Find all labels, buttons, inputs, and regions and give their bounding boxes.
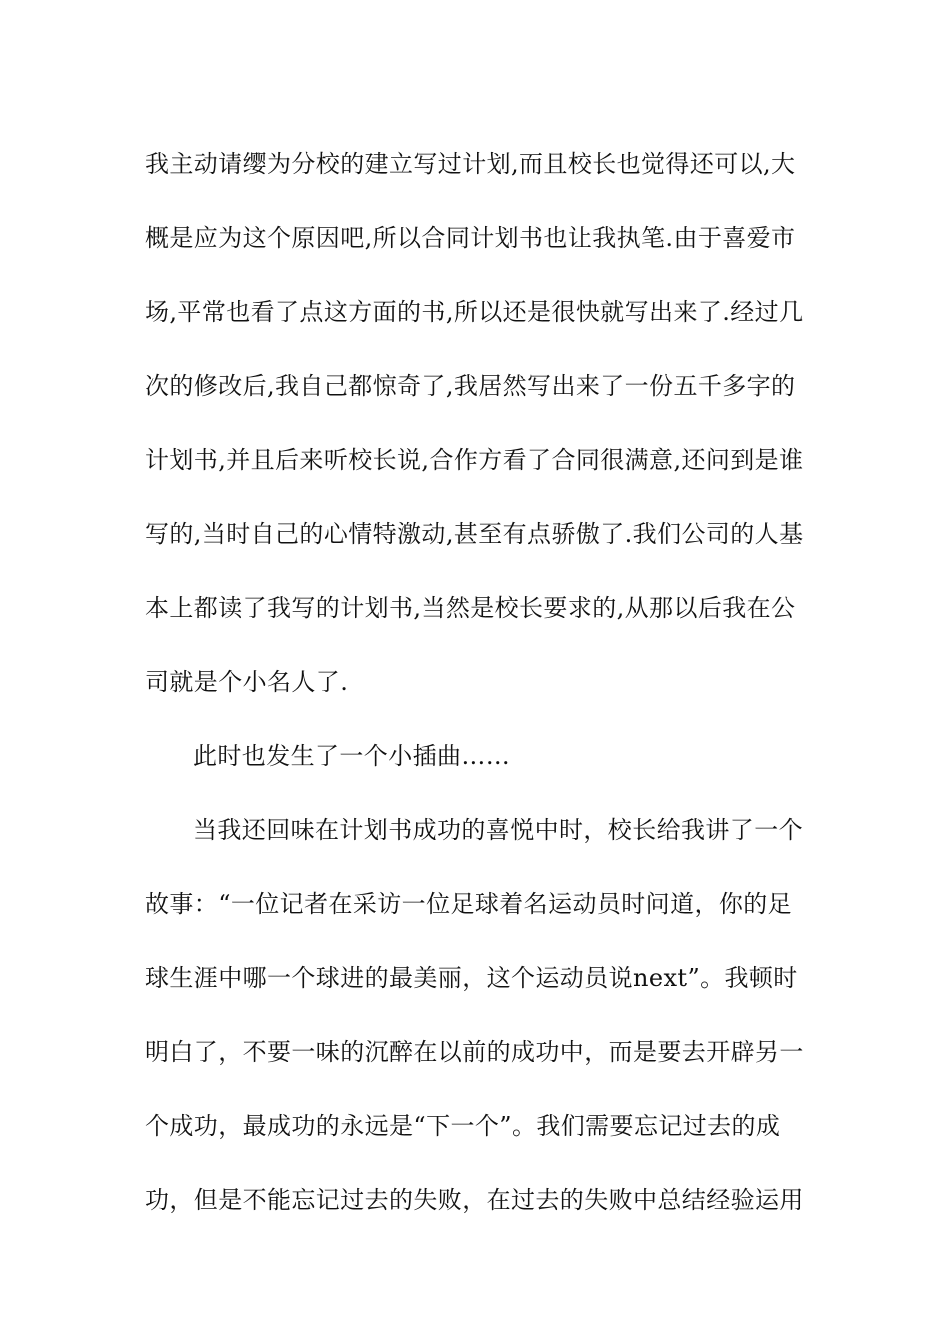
text-line: 球生涯中哪一个球进的最美丽，这个运动员说next”。我顿时	[145, 964, 798, 992]
text-line: 功，但是不能忘记过去的失败，在过去的失败中总结经验运用	[145, 1186, 804, 1214]
text-line: 计划书,并且后来听校长说,合作方看了合同很满意,还问到是谁	[145, 446, 804, 474]
text-line: 故事：“一位记者在采访一位足球着名运动员时问道，你的足	[145, 890, 793, 918]
text-line: 概是应为这个原因吧,所以合同计划书也让我执笔.由于喜爱市	[145, 224, 796, 252]
document-body	[145, 127, 810, 1237]
text-line: 明白了，不要一味的沉醉在以前的成功中，而是要去开辟另一	[145, 1038, 804, 1066]
text-line: 个成功，最成功的永远是“下一个”。我们需要忘记过去的成	[145, 1112, 781, 1140]
text-line: 写的,当时自己的心情特激动,甚至有点骄傲了.我们公司的人基	[145, 520, 804, 548]
text-line: 本上都读了我写的计划书,当然是校长要求的,从那以后我在公	[145, 594, 796, 622]
text-line: 场,平常也看了点这方面的书,所以还是很快就写出来了.经过几	[145, 298, 804, 326]
text-line: 司就是个小名人了.	[145, 668, 349, 696]
paragraph-first-line: 当我还回味在计划书成功的喜悦中时，校长给我讲了一个	[193, 816, 803, 844]
text-line: 次的修改后,我自己都惊奇了,我居然写出来了一份五千多字的	[145, 372, 796, 400]
paragraph-first-line: 此时也发生了一个小插曲……	[193, 742, 511, 770]
text-line: 我主动请缨为分校的建立写过计划,而且校长也觉得还可以,大	[145, 150, 796, 178]
